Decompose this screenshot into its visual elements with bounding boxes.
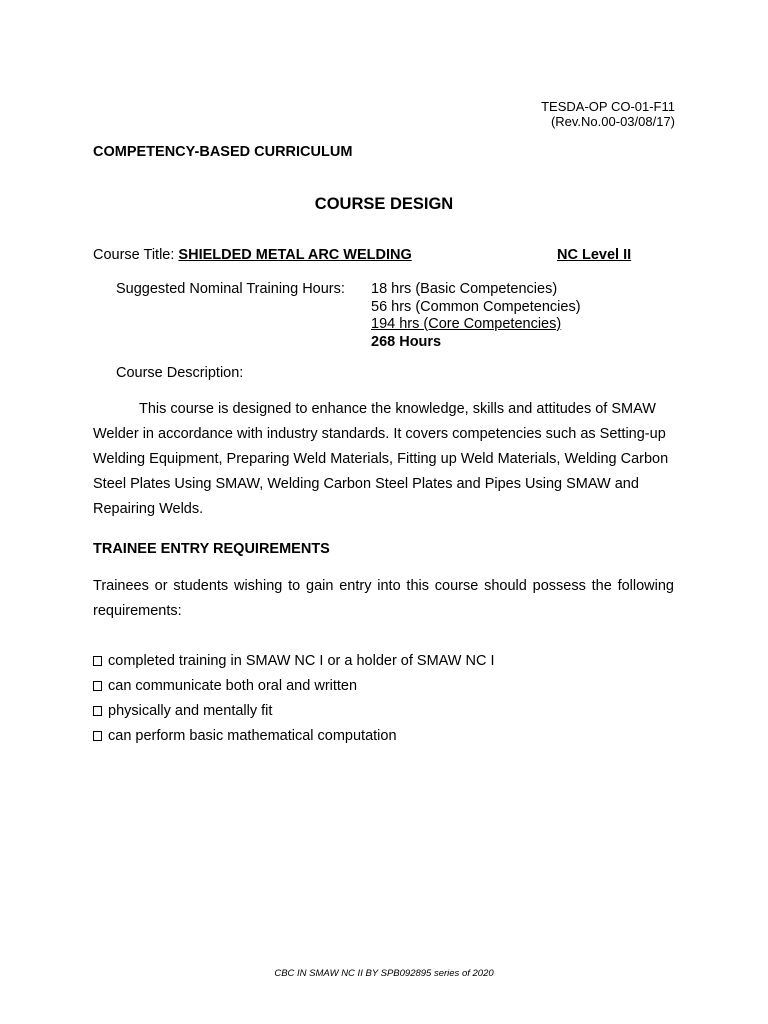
hours-core: 194 hrs (Core Competencies) [371,316,562,332]
course-title-label: Course Title: [93,247,179,263]
hours-basic: 18 hrs (Basic Competencies) [371,281,558,297]
course-description-label: Course Description: [116,365,244,381]
requirement-text: completed training in SMAW NC I or a holder of SMAW NC I [108,653,495,669]
nc-level: NC Level II [557,247,632,263]
training-hours-label: Suggested Nominal Training Hours: [116,281,345,297]
checkbox-icon [93,681,102,691]
curriculum-heading: COMPETENCY-BASED CURRICULUM [93,144,353,160]
checkbox-icon [93,656,102,666]
course-description-body: This course is designed to enhance the knowledge, skills and attitudes of SMAW Welder in accordance with industry standards. It covers competencies such as Setting-up Welding Equipment, Preparing Weld Materials, Fitting up Weld Materials, Welding Carbon Steel Plates Using SMAW, Welding Carbon Steel Plates and Pipes Using SMAW and Repairing Welds. [93,401,669,517]
hours-total: 268 Hours [371,333,442,350]
list-item [93,724,495,749]
hours-common: 56 hrs (Common Competencies) [371,298,581,315]
training-hours-list [371,281,581,351]
entry-requirements-intro: Trainees or students wishing to gain entry into this course should possess the following requirements: [93,578,674,619]
form-code: TESDA-OP CO-01-F11 [541,99,675,114]
checkbox-icon [93,706,102,716]
course-description-text [93,397,683,522]
course-title-value: SHIELDED METAL ARC WELDING [178,247,412,263]
checkbox-icon [93,731,102,741]
requirement-text: can communicate both oral and written [108,678,358,694]
requirement-text: physically and mentally fit [108,703,273,719]
entry-requirements-list [93,649,495,749]
document-form-code [541,99,675,129]
list-item [93,674,495,699]
revision-number: (Rev.No.00-03/08/17) [550,114,675,129]
course-design-heading: COURSE DESIGN [314,195,454,213]
course-title-row [93,247,412,263]
page-footer: CBC IN SMAW NC II BY SPB092895 series of 2020 [274,968,494,979]
list-item [93,649,495,674]
entry-requirements-heading: TRAINEE ENTRY REQUIREMENTS [93,541,330,557]
list-item [93,699,495,724]
requirement-text: can perform basic mathematical computation [108,728,397,744]
